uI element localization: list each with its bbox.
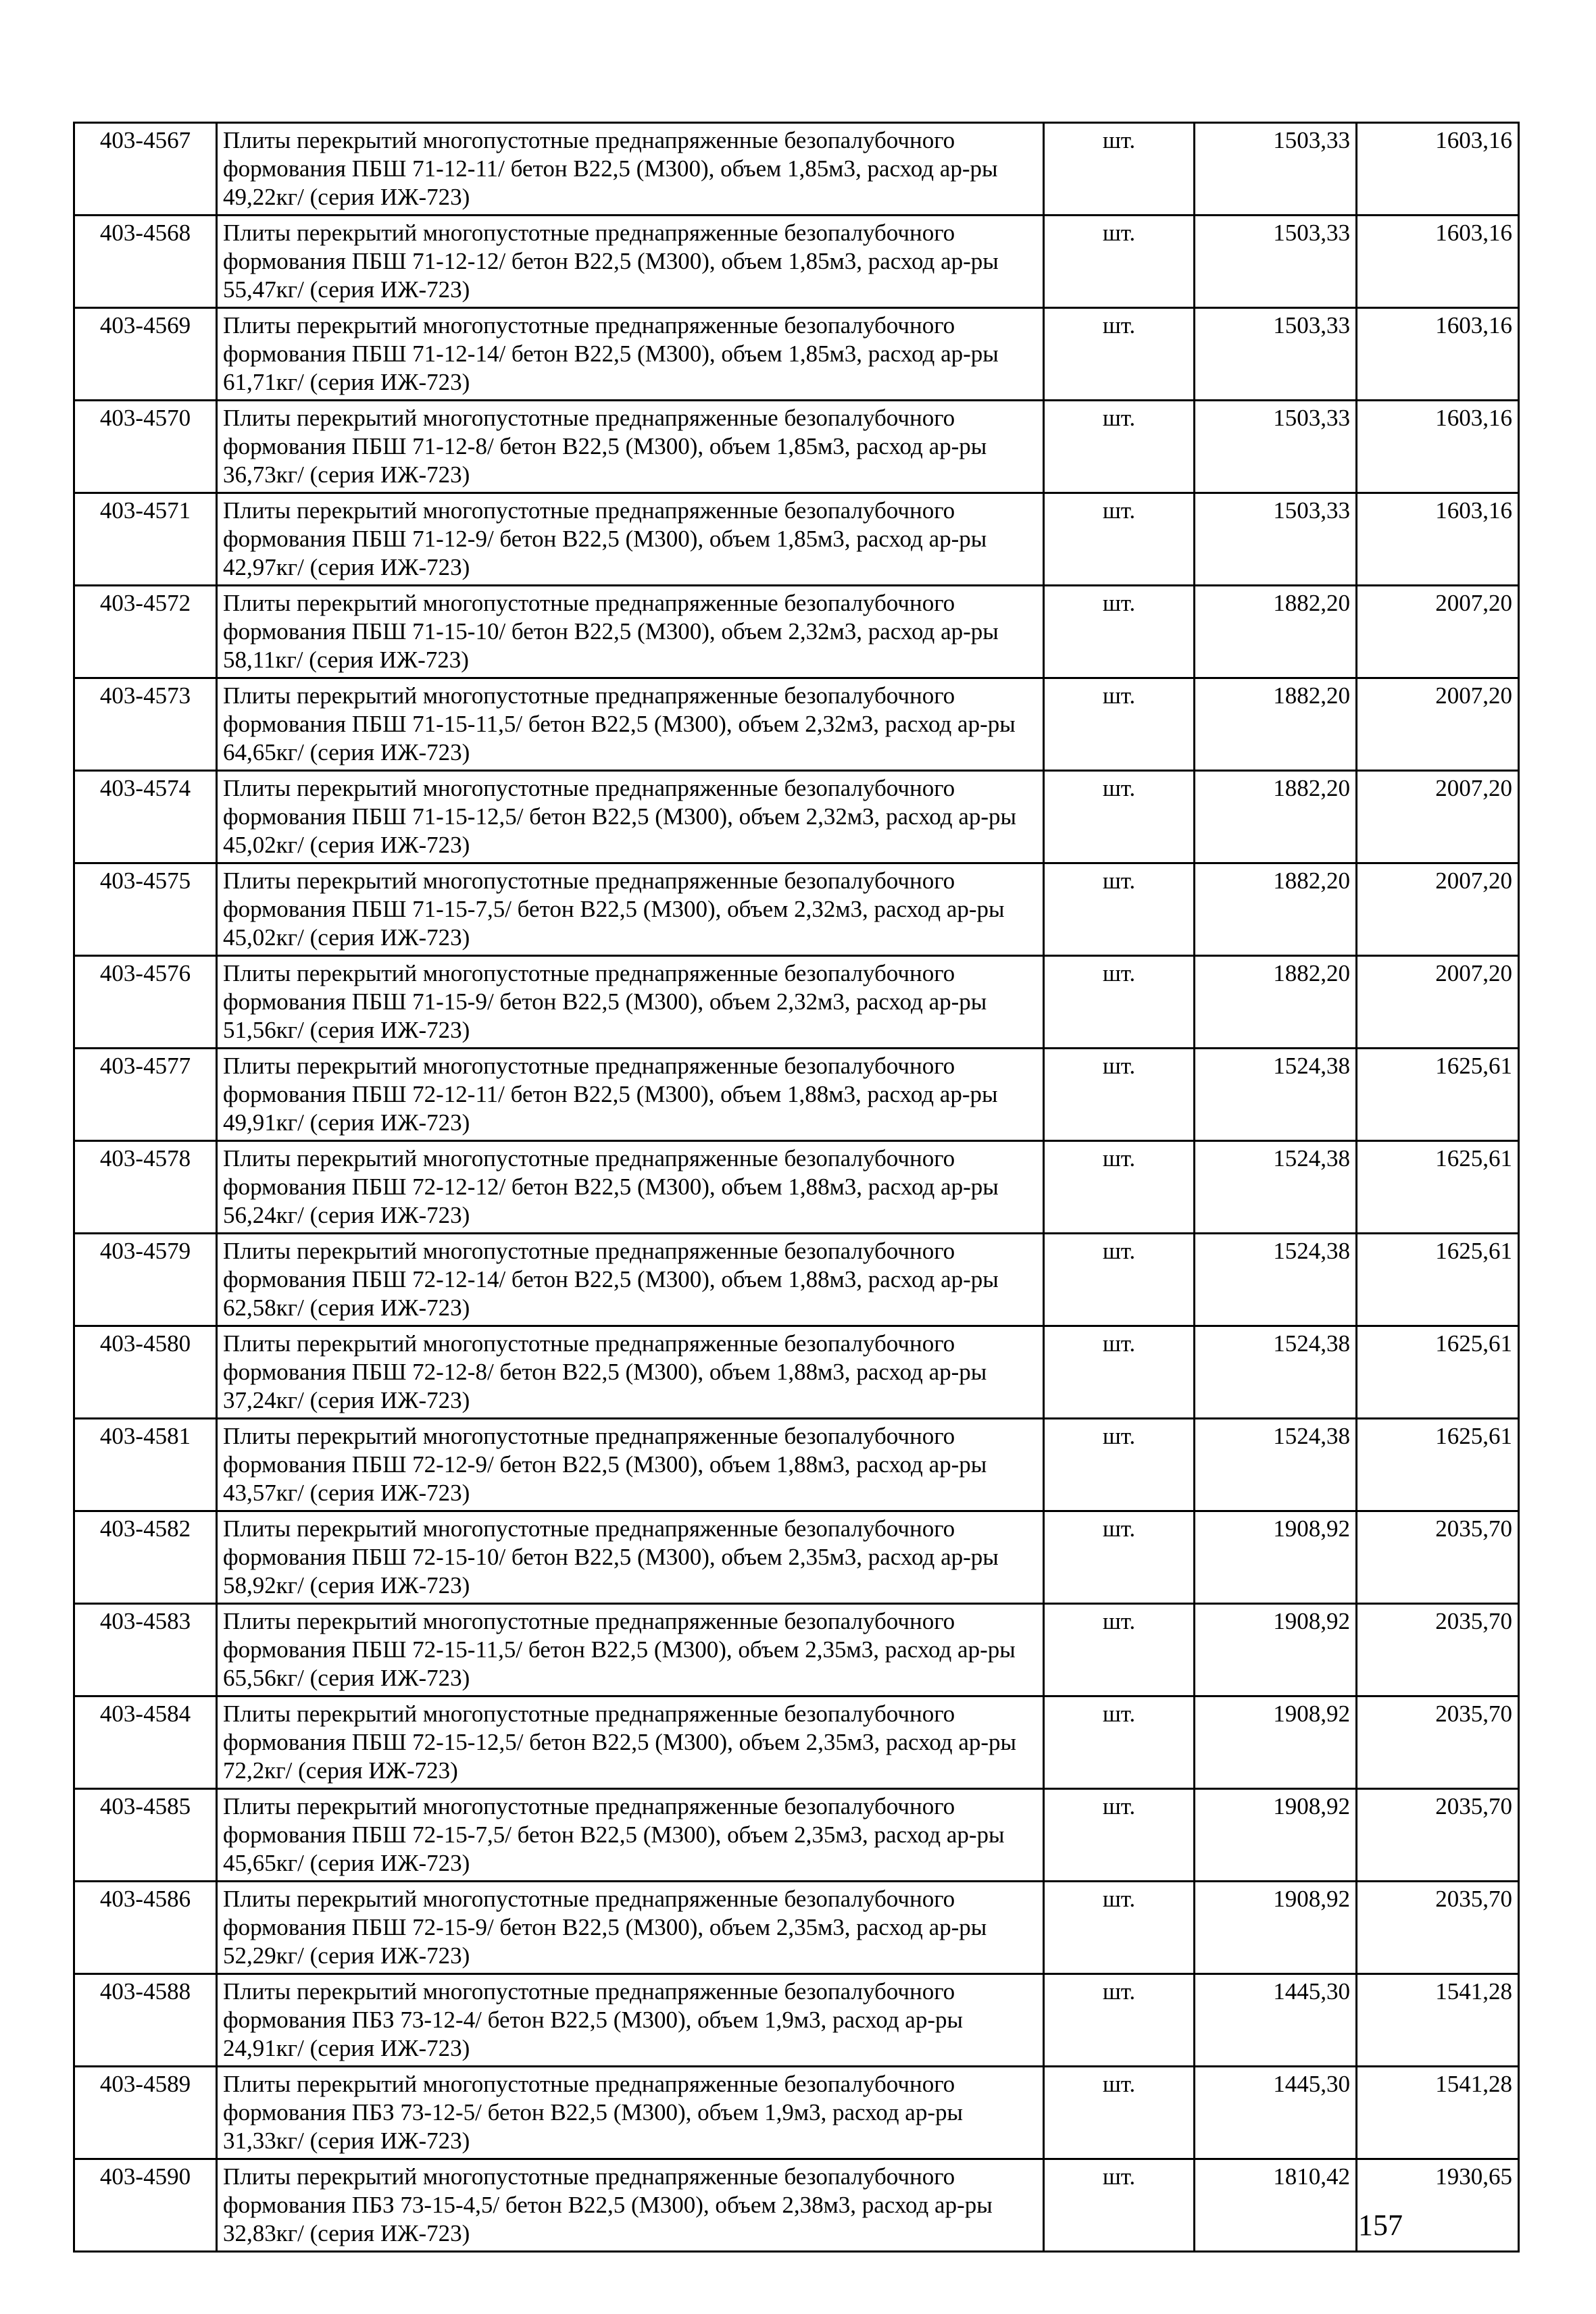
price-without-vat: 1882,20 [1195, 863, 1357, 956]
item-unit: шт. [1044, 2067, 1195, 2159]
price-without-vat: 1882,20 [1195, 586, 1357, 678]
table-row [74, 216, 1519, 308]
item-description: Плиты перекрытий многопустотные преднапряженные безопалубочного формования ПБШ 72-15-10/ бетон В22,5 (М300), объем 2,35м3, расход ар-ры 58,92кг/ (серия ИЖ-723) [217, 1511, 1044, 1604]
table-row [74, 1419, 1519, 1511]
price-without-vat: 1908,92 [1195, 1789, 1357, 1882]
table-row [74, 1696, 1519, 1789]
item-description: Плиты перекрытий многопустотные преднапряженные безопалубочного формования ПБШ 72-15-9/ бетон В22,5 (М300), объем 2,35м3, расход ар-ры 52,29кг/ (серия ИЖ-723) [217, 1882, 1044, 1974]
page-number: 157 [1358, 2209, 1403, 2242]
item-code: 403-4582 [74, 1511, 217, 1604]
price-with-vat: 2007,20 [1357, 956, 1519, 1049]
item-unit: шт. [1044, 771, 1195, 863]
item-description: Плиты перекрытий многопустотные преднапряженные безопалубочного формования ПБЗ 73-12-4/ бетон В22,5 (М300), объем 1,9м3, расход ар-ры 24,91кг/ (серия ИЖ-723) [217, 1974, 1044, 2067]
item-unit: шт. [1044, 1511, 1195, 1604]
item-code: 403-4570 [74, 401, 217, 493]
item-code: 403-4578 [74, 1141, 217, 1234]
price-with-vat: 2007,20 [1357, 586, 1519, 678]
price-with-vat: 2035,70 [1357, 1511, 1519, 1604]
price-without-vat: 1908,92 [1195, 1511, 1357, 1604]
price-with-vat: 1930,65 [1357, 2159, 1519, 2252]
table-row [74, 863, 1519, 956]
price-without-vat: 1524,38 [1195, 1141, 1357, 1234]
price-with-vat: 1625,61 [1357, 1049, 1519, 1141]
item-unit: шт. [1044, 586, 1195, 678]
item-unit: шт. [1044, 1141, 1195, 1234]
price-with-vat: 2035,70 [1357, 1789, 1519, 1882]
item-unit: шт. [1044, 1789, 1195, 1882]
item-code: 403-4588 [74, 1974, 217, 2067]
table-body [74, 123, 1519, 2252]
item-code: 403-4573 [74, 678, 217, 771]
price-with-vat: 1625,61 [1357, 1141, 1519, 1234]
price-with-vat: 1541,28 [1357, 1974, 1519, 2067]
price-with-vat: 1603,16 [1357, 123, 1519, 216]
price-table [73, 122, 1520, 2253]
table-row [74, 2159, 1519, 2252]
price-without-vat: 1524,38 [1195, 1049, 1357, 1141]
item-unit: шт. [1044, 216, 1195, 308]
item-unit: шт. [1044, 1604, 1195, 1696]
price-without-vat: 1524,38 [1195, 1234, 1357, 1326]
price-with-vat: 1603,16 [1357, 308, 1519, 401]
item-code: 403-4577 [74, 1049, 217, 1141]
item-code: 403-4571 [74, 493, 217, 586]
item-unit: шт. [1044, 1326, 1195, 1419]
table-row [74, 308, 1519, 401]
price-with-vat: 2007,20 [1357, 863, 1519, 956]
item-code: 403-4567 [74, 123, 217, 216]
item-unit: шт. [1044, 308, 1195, 401]
table-row [74, 1326, 1519, 1419]
item-code: 403-4574 [74, 771, 217, 863]
item-description: Плиты перекрытий многопустотные преднапряженные безопалубочного формования ПБШ 71-15-11,5/ бетон В22,5 (М300), объем 2,32м3, расход ар-ры 64,65кг/ (серия ИЖ-723) [217, 678, 1044, 771]
item-unit: шт. [1044, 401, 1195, 493]
price-without-vat: 1524,38 [1195, 1326, 1357, 1419]
item-code: 403-4576 [74, 956, 217, 1049]
item-description: Плиты перекрытий многопустотные преднапряженные безопалубочного формования ПБШ 72-15-12,5/ бетон В22,5 (М300), объем 2,35м3, расход ар-ры 72,2кг/ (серия ИЖ-723) [217, 1696, 1044, 1789]
item-unit: шт. [1044, 1882, 1195, 1974]
table-row [74, 1974, 1519, 2067]
item-unit: шт. [1044, 1049, 1195, 1141]
item-code: 403-4572 [74, 586, 217, 678]
table-row [74, 1234, 1519, 1326]
price-with-vat: 2035,70 [1357, 1882, 1519, 1974]
price-with-vat: 2035,70 [1357, 1696, 1519, 1789]
item-unit: шт. [1044, 493, 1195, 586]
table-row [74, 401, 1519, 493]
price-with-vat: 1541,28 [1357, 2067, 1519, 2159]
item-code: 403-4569 [74, 308, 217, 401]
price-with-vat: 1603,16 [1357, 401, 1519, 493]
price-with-vat: 1625,61 [1357, 1419, 1519, 1511]
table-row [74, 1604, 1519, 1696]
item-unit: шт. [1044, 956, 1195, 1049]
item-description: Плиты перекрытий многопустотные преднапряженные безопалубочного формования ПБШ 72-15-11,5/ бетон В22,5 (М300), объем 2,35м3, расход ар-ры 65,56кг/ (серия ИЖ-723) [217, 1604, 1044, 1696]
table-row [74, 586, 1519, 678]
price-without-vat: 1882,20 [1195, 771, 1357, 863]
price-without-vat: 1445,30 [1195, 1974, 1357, 2067]
item-description: Плиты перекрытий многопустотные преднапряженные безопалубочного формования ПБШ 71-12-8/ бетон В22,5 (М300), объем 1,85м3, расход ар-ры 36,73кг/ (серия ИЖ-723) [217, 401, 1044, 493]
item-description: Плиты перекрытий многопустотные преднапряженные безопалубочного формования ПБШ 71-12-14/ бетон В22,5 (М300), объем 1,85м3, расход ар-ры 61,71кг/ (серия ИЖ-723) [217, 308, 1044, 401]
item-unit: шт. [1044, 678, 1195, 771]
item-code: 403-4590 [74, 2159, 217, 2252]
item-code: 403-4585 [74, 1789, 217, 1882]
price-with-vat: 2007,20 [1357, 678, 1519, 771]
item-description: Плиты перекрытий многопустотные преднапряженные безопалубочного формования ПБШ 71-12-11/ бетон В22,5 (М300), объем 1,85м3, расход ар-ры 49,22кг/ (серия ИЖ-723) [217, 123, 1044, 216]
item-code: 403-4575 [74, 863, 217, 956]
price-with-vat: 1625,61 [1357, 1326, 1519, 1419]
item-unit: шт. [1044, 1974, 1195, 2067]
item-description: Плиты перекрытий многопустотные преднапряженные безопалубочного формования ПБШ 71-12-9/ бетон В22,5 (М300), объем 1,85м3, расход ар-ры 42,97кг/ (серия ИЖ-723) [217, 493, 1044, 586]
item-code: 403-4584 [74, 1696, 217, 1789]
price-with-vat: 1603,16 [1357, 216, 1519, 308]
table-row [74, 2067, 1519, 2159]
item-unit: шт. [1044, 1696, 1195, 1789]
item-description: Плиты перекрытий многопустотные преднапряженные безопалубочного формования ПБШ 72-12-14/ бетон В22,5 (М300), объем 1,88м3, расход ар-ры 62,58кг/ (серия ИЖ-723) [217, 1234, 1044, 1326]
item-description: Плиты перекрытий многопустотные преднапряженные безопалубочного формования ПБШ 71-15-10/ бетон В22,5 (М300), объем 2,32м3, расход ар-ры 58,11кг/ (серия ИЖ-723) [217, 586, 1044, 678]
price-without-vat: 1445,30 [1195, 2067, 1357, 2159]
item-description: Плиты перекрытий многопустотные преднапряженные безопалубочного формования ПБШ 71-15-12,5/ бетон В22,5 (М300), объем 2,32м3, расход ар-ры 45,02кг/ (серия ИЖ-723) [217, 771, 1044, 863]
price-with-vat: 1625,61 [1357, 1234, 1519, 1326]
table-row [74, 123, 1519, 216]
item-unit: шт. [1044, 863, 1195, 956]
item-description: Плиты перекрытий многопустотные преднапряженные безопалубочного формования ПБШ 72-12-12/ бетон В22,5 (М300), объем 1,88м3, расход ар-ры 56,24кг/ (серия ИЖ-723) [217, 1141, 1044, 1234]
item-code: 403-4586 [74, 1882, 217, 1974]
price-without-vat: 1908,92 [1195, 1882, 1357, 1974]
price-without-vat: 1908,92 [1195, 1696, 1357, 1789]
price-without-vat: 1882,20 [1195, 678, 1357, 771]
item-unit: шт. [1044, 1419, 1195, 1511]
item-code: 403-4579 [74, 1234, 217, 1326]
price-with-vat: 2007,20 [1357, 771, 1519, 863]
table-row [74, 1882, 1519, 1974]
price-without-vat: 1503,33 [1195, 308, 1357, 401]
item-unit: шт. [1044, 1234, 1195, 1326]
item-description: Плиты перекрытий многопустотные преднапряженные безопалубочного формования ПБЗ 73-12-5/ бетон В22,5 (М300), объем 1,9м3, расход ар-ры 31,33кг/ (серия ИЖ-723) [217, 2067, 1044, 2159]
price-without-vat: 1524,38 [1195, 1419, 1357, 1511]
item-description: Плиты перекрытий многопустотные преднапряженные безопалубочного формования ПБЗ 73-15-4,5/ бетон В22,5 (М300), объем 2,38м3, расход ар-ры 32,83кг/ (серия ИЖ-723) [217, 2159, 1044, 2252]
price-without-vat: 1882,20 [1195, 956, 1357, 1049]
item-description: Плиты перекрытий многопустотные преднапряженные безопалубочного формования ПБШ 72-15-7,5/ бетон В22,5 (М300), объем 2,35м3, расход ар-ры 45,65кг/ (серия ИЖ-723) [217, 1789, 1044, 1882]
table-row [74, 1789, 1519, 1882]
table-row [74, 771, 1519, 863]
table-row [74, 956, 1519, 1049]
price-without-vat: 1810,42 [1195, 2159, 1357, 2252]
item-unit: шт. [1044, 2159, 1195, 2252]
item-description: Плиты перекрытий многопустотные преднапряженные безопалубочного формования ПБШ 72-12-8/ бетон В22,5 (М300), объем 1,88м3, расход ар-ры 37,24кг/ (серия ИЖ-723) [217, 1326, 1044, 1419]
table-row [74, 493, 1519, 586]
item-code: 403-4580 [74, 1326, 217, 1419]
table-row [74, 678, 1519, 771]
table-row [74, 1141, 1519, 1234]
price-without-vat: 1503,33 [1195, 493, 1357, 586]
price-without-vat: 1503,33 [1195, 401, 1357, 493]
item-description: Плиты перекрытий многопустотные преднапряженные безопалубочного формования ПБШ 71-15-7,5/ бетон В22,5 (М300), объем 2,32м3, расход ар-ры 45,02кг/ (серия ИЖ-723) [217, 863, 1044, 956]
item-description: Плиты перекрытий многопустотные преднапряженные безопалубочного формования ПБШ 71-15-9/ бетон В22,5 (М300), объем 2,32м3, расход ар-ры 51,56кг/ (серия ИЖ-723) [217, 956, 1044, 1049]
item-description: Плиты перекрытий многопустотные преднапряженные безопалубочного формования ПБШ 71-12-12/ бетон В22,5 (М300), объем 1,85м3, расход ар-ры 55,47кг/ (серия ИЖ-723) [217, 216, 1044, 308]
price-without-vat: 1503,33 [1195, 123, 1357, 216]
price-with-vat: 2035,70 [1357, 1604, 1519, 1696]
table-row [74, 1511, 1519, 1604]
price-without-vat: 1503,33 [1195, 216, 1357, 308]
item-code: 403-4589 [74, 2067, 217, 2159]
item-code: 403-4581 [74, 1419, 217, 1511]
price-with-vat: 1603,16 [1357, 493, 1519, 586]
item-unit: шт. [1044, 123, 1195, 216]
table-row [74, 1049, 1519, 1141]
price-without-vat: 1908,92 [1195, 1604, 1357, 1696]
item-description: Плиты перекрытий многопустотные преднапряженные безопалубочного формования ПБШ 72-12-11/ бетон В22,5 (М300), объем 1,88м3, расход ар-ры 49,91кг/ (серия ИЖ-723) [217, 1049, 1044, 1141]
item-code: 403-4568 [74, 216, 217, 308]
item-description: Плиты перекрытий многопустотные преднапряженные безопалубочного формования ПБШ 72-12-9/ бетон В22,5 (М300), объем 1,88м3, расход ар-ры 43,57кг/ (серия ИЖ-723) [217, 1419, 1044, 1511]
item-code: 403-4583 [74, 1604, 217, 1696]
